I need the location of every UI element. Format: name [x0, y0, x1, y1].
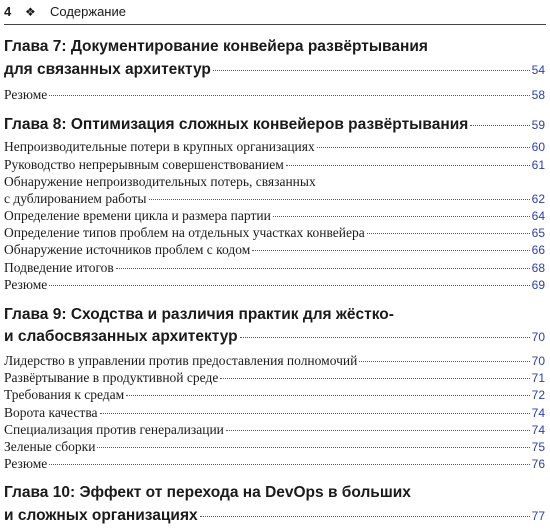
- toc-entry[interactable]: [4, 87, 545, 103]
- toc-entry[interactable]: [4, 139, 545, 155]
- chapter-9-title-line2: и слабосвязанных архитектур: [4, 328, 238, 345]
- toc-entry[interactable]: [4, 191, 545, 207]
- entry-page: 60: [531, 140, 545, 154]
- toc-chapter-9[interactable]: [4, 328, 545, 346]
- running-header: [4, 2, 546, 22]
- dot-leader: [317, 147, 530, 148]
- page-number: 4: [4, 4, 12, 19]
- dot-leader: [470, 125, 529, 126]
- chapter-10-title-line1: Глава 10: Эффект от перехода на DevOps в больших: [4, 484, 411, 501]
- dot-leader: [49, 464, 529, 465]
- chapter-7-title-line2: для связанных архитектур: [4, 61, 211, 78]
- entry-title: Лидерство в управлении против предоставления полномочий: [4, 353, 358, 368]
- entry-page: 61: [531, 158, 545, 172]
- entry-page: 68: [531, 261, 545, 275]
- entry-page: 69: [531, 278, 545, 292]
- entry-title-line1: Обнаружение непроизводительных потерь, связанных: [4, 174, 316, 189]
- toc-entry[interactable]: [4, 422, 545, 438]
- entry-title: Определение времени цикла и размера партии: [4, 208, 271, 223]
- entry-page: 58: [531, 88, 545, 102]
- toc-chapter-8[interactable]: [4, 116, 545, 134]
- entry-title: Специализация против генерализации: [4, 422, 224, 437]
- toc-entry[interactable]: [4, 353, 545, 369]
- entry-page: 74: [531, 423, 545, 437]
- entry-title: Руководство непрерывным совершенствованием: [4, 157, 284, 172]
- entry-page: 74: [531, 406, 545, 420]
- toc-entry[interactable]: [4, 277, 545, 293]
- header-rule: [4, 24, 546, 25]
- chapter-9-title-line1: Глава 9: Сходства и различия практик для жёстко-: [4, 306, 394, 323]
- dot-leader: [213, 70, 530, 71]
- chapter-9-page: 70: [531, 330, 545, 344]
- dot-leader: [226, 430, 530, 431]
- toc-entry[interactable]: [4, 405, 545, 421]
- toc-entry[interactable]: [4, 370, 545, 386]
- entry-title: Требования к средам: [4, 387, 125, 402]
- entry-page: 65: [531, 226, 545, 240]
- toc-entry[interactable]: [4, 225, 545, 241]
- toc-entry[interactable]: [4, 242, 545, 258]
- toc-chapter-7[interactable]: [4, 61, 545, 79]
- dot-leader: [49, 95, 529, 96]
- dot-leader: [359, 361, 529, 362]
- entry-title: Непроизводительные потери в крупных организациях: [4, 139, 315, 154]
- chapter-8-page: 59: [531, 118, 545, 132]
- entry-title: Резюме: [4, 456, 48, 471]
- chapter-10-page: 77: [531, 509, 545, 523]
- entry-page: 64: [531, 209, 545, 223]
- entry-title: Подведение итогов: [4, 260, 114, 275]
- toc-entry[interactable]: [4, 208, 545, 224]
- toc-chapter-10[interactable]: [4, 507, 545, 525]
- toc-entry[interactable]: [4, 387, 545, 403]
- dot-leader: [367, 233, 530, 234]
- entry-title: Обнаружение источников проблем с кодом: [4, 242, 251, 257]
- entry-page: 71: [531, 371, 545, 385]
- dot-leader: [97, 447, 529, 448]
- entry-title-line2: с дублированием работы: [4, 191, 147, 206]
- entry-page: 62: [531, 192, 545, 206]
- entry-page: 70: [531, 354, 545, 368]
- chapter-8-title: Глава 8: Оптимизация сложных конвейеров развёртывания: [4, 116, 469, 133]
- entry-title: Резюме: [4, 277, 48, 292]
- chapter-7-title-line1: Глава 7: Документирование конвейера развёртывания: [4, 38, 428, 55]
- toc-entry[interactable]: [4, 260, 545, 276]
- chapter-7-page: 54: [531, 63, 545, 77]
- dot-leader: [100, 413, 530, 414]
- dot-leader: [126, 395, 529, 396]
- dot-leader: [273, 216, 530, 217]
- dot-leader: [200, 516, 530, 517]
- dot-leader: [252, 250, 529, 251]
- toc-entry[interactable]: [4, 439, 545, 455]
- entry-title: Развёртывание в продуктивной среде: [4, 370, 219, 385]
- diamond-ornament-icon: ❖: [25, 5, 36, 19]
- dot-leader: [220, 378, 529, 379]
- toc-entry[interactable]: [4, 157, 545, 173]
- entry-page: 72: [531, 388, 545, 402]
- chapter-10-title-line2: и сложных организациях: [4, 507, 198, 524]
- dot-leader: [49, 285, 529, 286]
- entry-title: Определение типов проблем на отдельных участках конвейера: [4, 225, 365, 240]
- dot-leader: [240, 337, 530, 338]
- dot-leader: [116, 268, 530, 269]
- dot-leader: [149, 199, 530, 200]
- entry-title: Ворота качества: [4, 405, 98, 420]
- entry-page: 66: [531, 243, 545, 257]
- dot-leader: [286, 165, 530, 166]
- entry-title: Резюме: [4, 87, 48, 102]
- toc-entry[interactable]: [4, 456, 545, 472]
- entry-title: Зеленые сборки: [4, 439, 96, 454]
- section-title: Содержание: [50, 4, 126, 19]
- entry-page: 75: [531, 440, 545, 454]
- entry-page: 76: [531, 457, 545, 471]
